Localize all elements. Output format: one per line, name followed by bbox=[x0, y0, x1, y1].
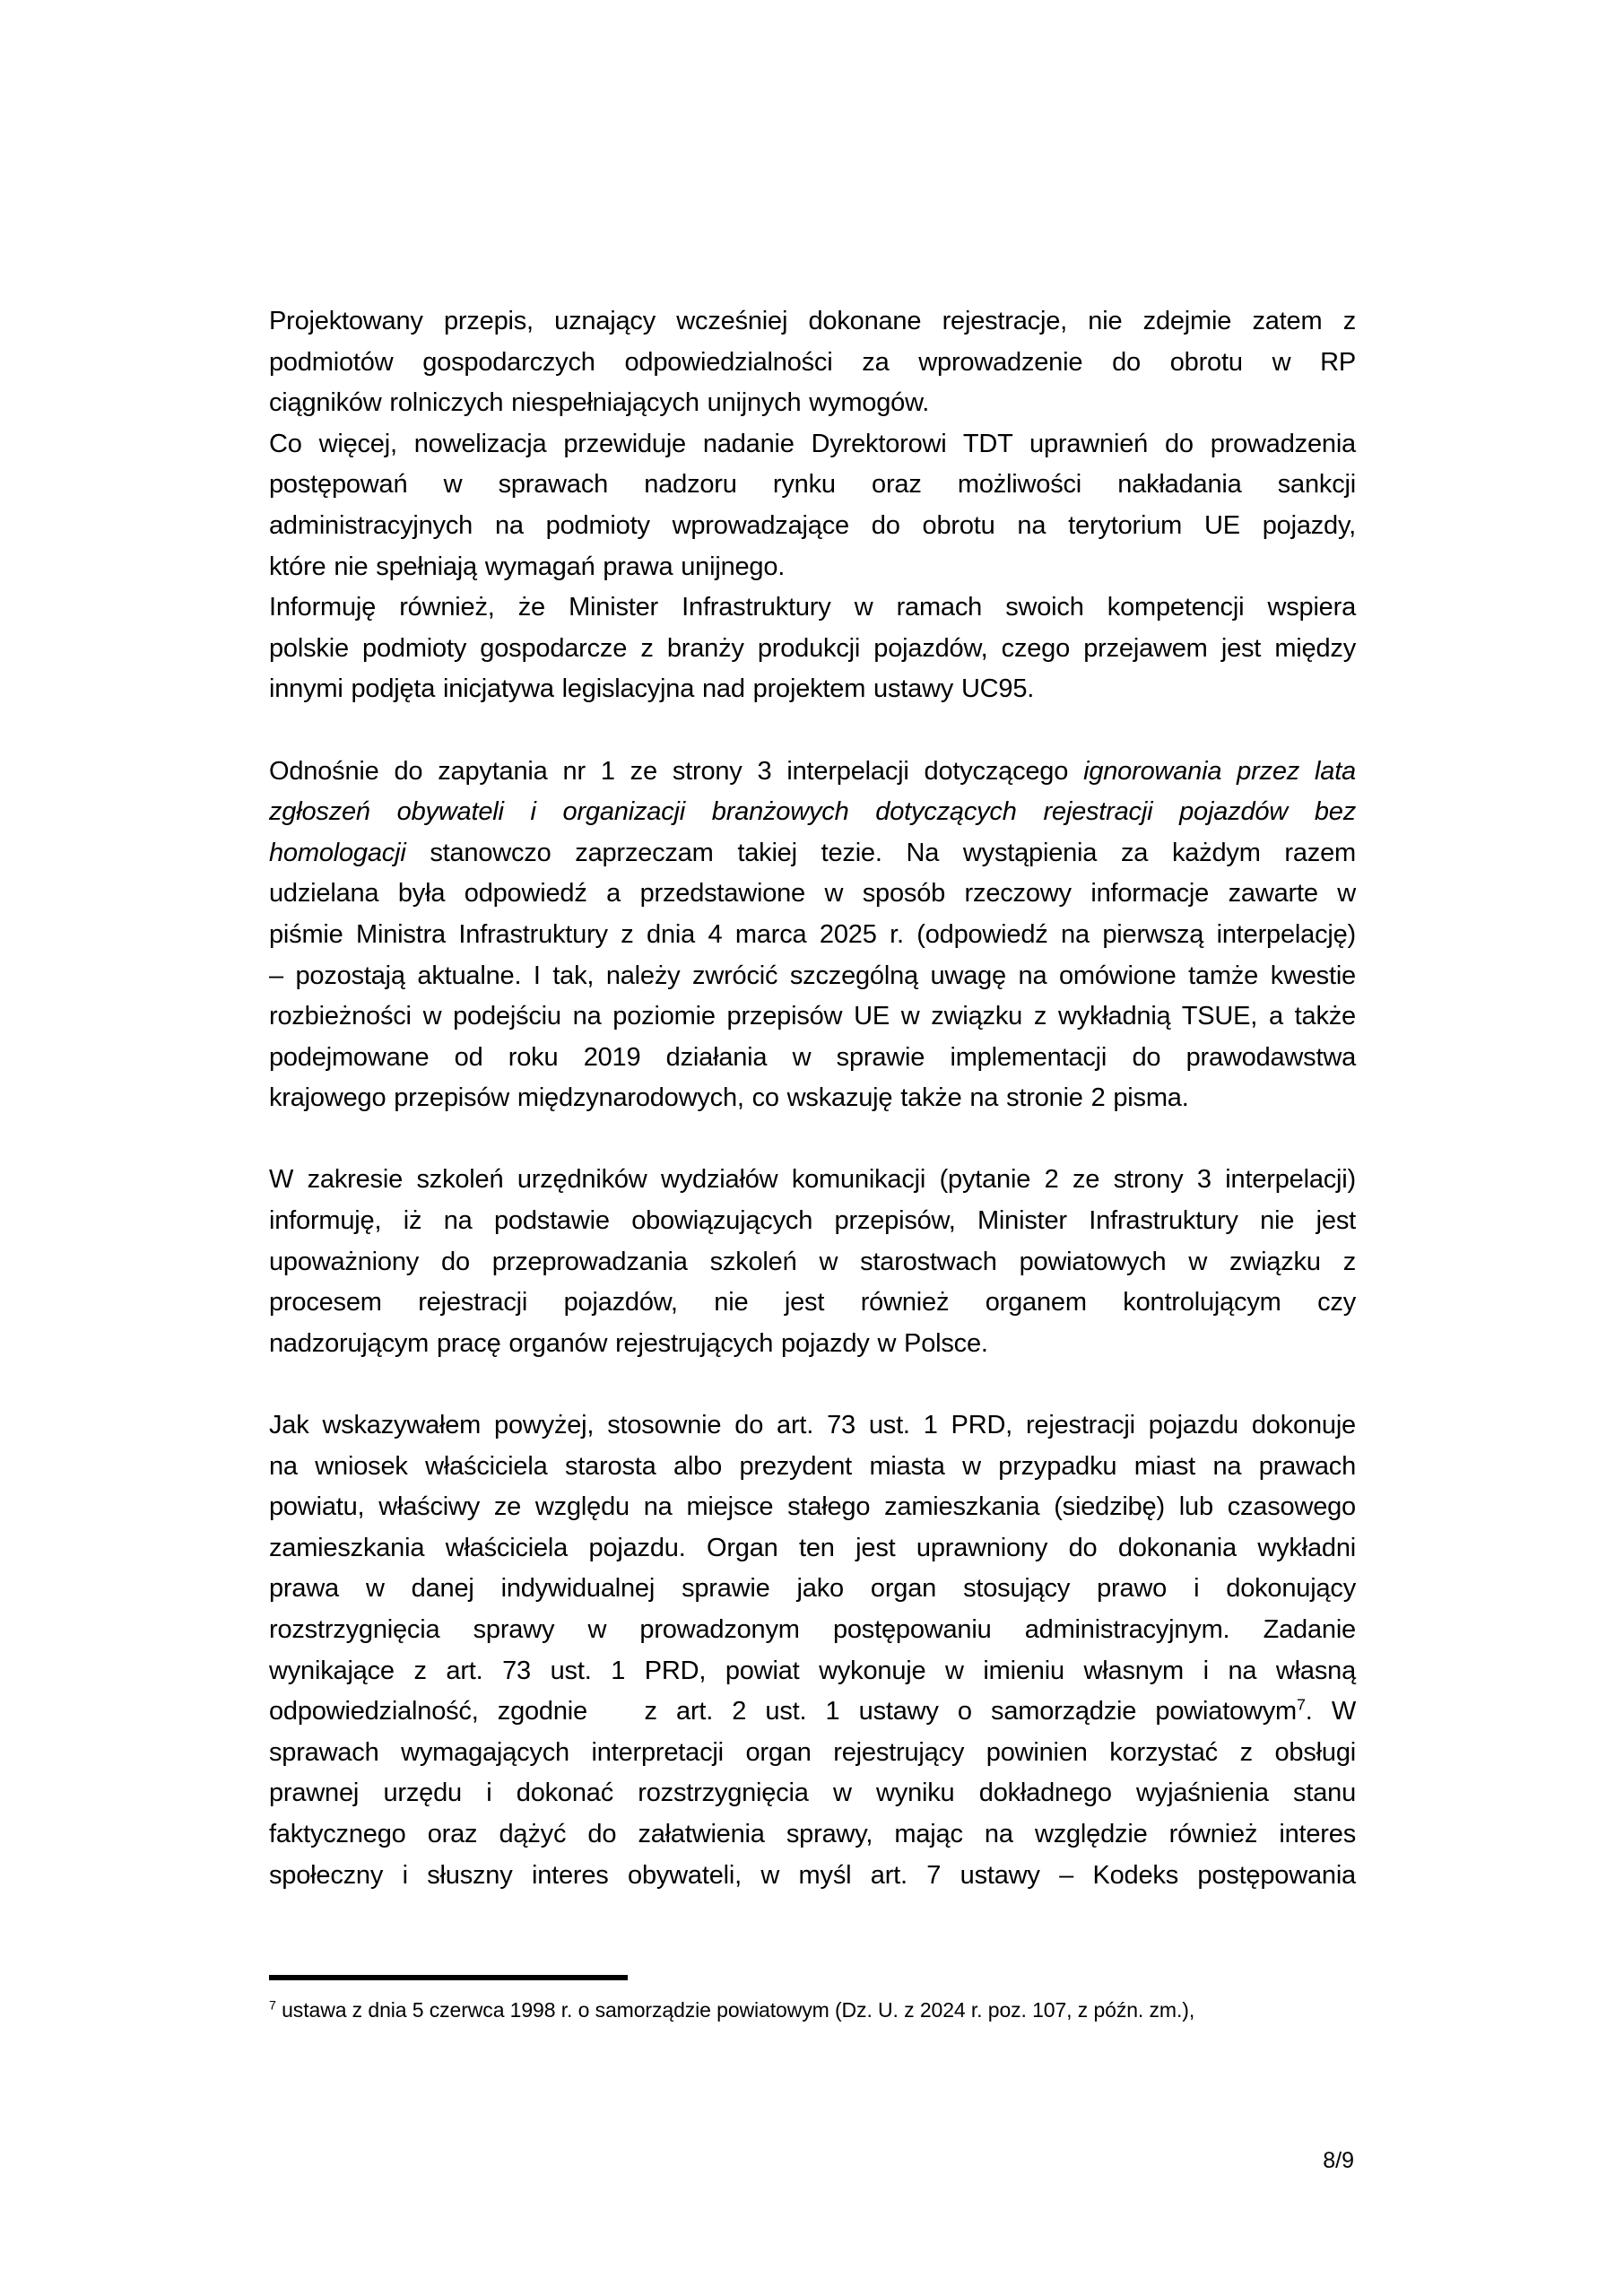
text-line bbox=[269, 424, 1356, 465]
body-paragraph bbox=[269, 1405, 1356, 1896]
text-segment: udzielana była odpowiedź a przedstawione w sposób rzeczowy informacje zawarte w bbox=[269, 879, 1356, 909]
text-line bbox=[269, 1692, 1356, 1733]
text-line bbox=[269, 343, 1356, 384]
text-segment: które nie spełniają wymagań prawa unijnego. bbox=[269, 552, 786, 581]
text-line bbox=[269, 915, 1356, 956]
text-segment: Jak wskazywałem powyżej, stosownie do art. 73 ust. 1 PRD, rejestracji pojazdu dokonuje bbox=[269, 1411, 1356, 1440]
text-segment: rozbieżności w podejściu na poziomie przepisów UE w związku z wykładnią TSUE, a także bbox=[269, 1002, 1356, 1031]
text-line bbox=[269, 996, 1356, 1038]
text-line bbox=[269, 1038, 1356, 1079]
text-line bbox=[269, 1160, 1356, 1201]
text-line bbox=[269, 1856, 1356, 1897]
text-line bbox=[269, 833, 1356, 874]
italic-text-segment: ignorowania przez lata bbox=[1083, 756, 1356, 786]
text-line bbox=[269, 1733, 1356, 1774]
text-line bbox=[269, 629, 1356, 670]
text-segment: Odnośnie do zapytania nr 1 ze strony 3 interpelacji dotyczącego bbox=[269, 756, 1084, 786]
text-segment: stanowczo zaprzeczam takiej tezie. Na wystąpienia za każdym razem bbox=[405, 838, 1356, 867]
text-line bbox=[269, 1324, 1356, 1365]
body-paragraph bbox=[269, 587, 1356, 710]
text-segment: prawa w danej indywidualnej sprawie jako organ stosujący prawo i dokonujący bbox=[269, 1574, 1356, 1604]
text-segment: krajowego przepisów międzynarodowych, co wskazuję także na stronie 2 pisma. bbox=[269, 1083, 1189, 1113]
superscript-marker: 7 bbox=[269, 1998, 276, 2013]
text-line bbox=[269, 1405, 1356, 1447]
body-paragraph bbox=[269, 301, 1356, 424]
footnote-separator bbox=[269, 1975, 628, 1980]
text-line bbox=[269, 1651, 1356, 1692]
text-line bbox=[269, 1487, 1356, 1528]
text-segment: faktycznego oraz dążyć do załatwienia sprawy, mając na względzie również interes bbox=[269, 1819, 1356, 1848]
text-line bbox=[269, 1569, 1356, 1610]
text-segment: administracyjnych na podmioty wprowadzające do obrotu na terytorium UE pojazdy, bbox=[269, 510, 1356, 540]
text-line bbox=[269, 1078, 1356, 1119]
text-line bbox=[269, 465, 1356, 506]
text-segment: rozstrzygnięcia sprawy w prowadzonym postępowaniu administracyjnym. Zadanie bbox=[269, 1615, 1356, 1644]
text-segment: W zakresie szkoleń urzędników wydziałów komunikacji (pytanie 2 ze strony 3 interpelacji) bbox=[269, 1165, 1356, 1195]
text-line bbox=[269, 792, 1356, 833]
text-segment: procesem rejestracji pojazdów, nie jest również organem kontrolującym czy bbox=[269, 1288, 1356, 1318]
text-segment: informuję, iż na podstawie obowiązujących przepisów, Minister Infrastruktury nie jest bbox=[269, 1206, 1356, 1236]
text-segment: odpowiedzialność, zgodnie z art. 2 ust. 1 ustawy o samorządzie powiatowym bbox=[269, 1697, 1297, 1726]
text-segment: prawnej urzędu i dokonać rozstrzygnięcia w wyniku dokładnego wyjaśnienia stanu bbox=[269, 1779, 1356, 1808]
text-line bbox=[269, 1773, 1356, 1814]
text-segment: Informuję również, że Minister Infrastruktury w ramach swoich kompetencji wspiera bbox=[269, 593, 1356, 622]
text-segment: nadzorującym pracę organów rejestrujących pojazdy w Polsce. bbox=[269, 1328, 988, 1358]
text-segment: piśmie Ministra Infrastruktury z dnia 4 marca 2025 r. (odpowiedź na pierwszą interpelację) bbox=[269, 919, 1356, 949]
document-body bbox=[269, 301, 1356, 1896]
text-line bbox=[269, 1242, 1356, 1283]
text-segment: ustawa z dnia 5 czerwca 1998 r. o samorządzie powiatowym (Dz. U. z 2024 r. poz. 107, z późn. zm.), bbox=[275, 1998, 1195, 2022]
text-line bbox=[269, 587, 1356, 629]
text-segment: Projektowany przepis, uznający wcześniej dokonane rejestracje, nie zdejmie zatem z bbox=[269, 307, 1356, 335]
footnote-text bbox=[269, 1996, 1356, 2023]
body-paragraph bbox=[269, 1160, 1356, 1364]
text-line bbox=[269, 1283, 1356, 1324]
text-segment: społeczny i słuszny interes obywateli, w myśl art. 7 ustawy – Kodeks postępowania bbox=[269, 1860, 1356, 1890]
text-segment: podejmowane od roku 2019 działania w sprawie implementacji do prawodawstwa bbox=[269, 1042, 1356, 1072]
text-segment: upoważniony do przeprowadzania szkoleń w starostwach powiatowych w związku z bbox=[269, 1247, 1356, 1276]
text-line bbox=[269, 383, 1356, 424]
text-line bbox=[269, 506, 1356, 547]
text-segment: na wniosek właściciela starosta albo prezydent miasta w przypadku miast na prawach bbox=[269, 1451, 1356, 1481]
text-segment: polskie podmioty gospodarcze z branży produkcji pojazdów, czego przejawem jest między bbox=[269, 633, 1356, 663]
text-segment: . W bbox=[1305, 1697, 1356, 1726]
text-segment: sprawach wymagających interpretacji organ rejestrujący powinien korzystać z obsługi bbox=[269, 1737, 1356, 1767]
italic-text-segment: homologacji bbox=[269, 838, 406, 867]
text-line bbox=[269, 1814, 1356, 1856]
text-segment: ciągników rolniczych niespełniających unijnych wymogów. bbox=[269, 388, 930, 418]
text-segment: postępowań w sprawach nadzoru rynku oraz możliwości nakładania sankcji bbox=[269, 470, 1356, 500]
text-line bbox=[269, 752, 1356, 793]
text-line bbox=[269, 301, 1356, 343]
italic-text-segment: zgłoszeń obywateli i organizacji branżowych dotyczących rejestracji pojazdów bez bbox=[269, 797, 1356, 827]
text-line bbox=[269, 874, 1356, 915]
body-paragraph bbox=[269, 752, 1356, 1119]
text-line bbox=[269, 1610, 1356, 1651]
text-segment: zamieszkania właściciela pojazdu. Organ ten jest uprawniony do dokonania wykładni bbox=[269, 1533, 1356, 1562]
text-segment: powiatu, właściwy ze względu na miejsce stałego zamieszkania (siedzibę) lub czasowego bbox=[269, 1492, 1356, 1522]
page-number: 8/9 bbox=[1323, 2148, 1354, 2173]
text-segment: podmiotów gospodarczych odpowiedzialności za wprowadzenie do obrotu w RP bbox=[269, 347, 1356, 377]
text-line bbox=[269, 956, 1356, 997]
body-paragraph bbox=[269, 424, 1356, 587]
text-segment: innymi podjęta inicjatywa legislacyjna nad projektem ustawy UC95. bbox=[269, 674, 1035, 704]
text-segment: – pozostają aktualne. I tak, należy zwrócić szczególną uwagę na omówione tamże kwestie bbox=[269, 961, 1356, 990]
superscript-marker: 7 bbox=[1296, 1695, 1306, 1714]
text-line bbox=[269, 1528, 1356, 1570]
text-segment: Co więcej, nowelizacja przewiduje nadanie Dyrektorowi TDT uprawnień do prowadzenia bbox=[269, 429, 1356, 458]
text-line bbox=[269, 1201, 1356, 1242]
text-segment: wynikające z art. 73 ust. 1 PRD, powiat wykonuje w imieniu własnym i na własną bbox=[269, 1656, 1356, 1685]
text-line bbox=[269, 1447, 1356, 1488]
text-line bbox=[269, 669, 1356, 710]
text-line bbox=[269, 547, 1356, 588]
